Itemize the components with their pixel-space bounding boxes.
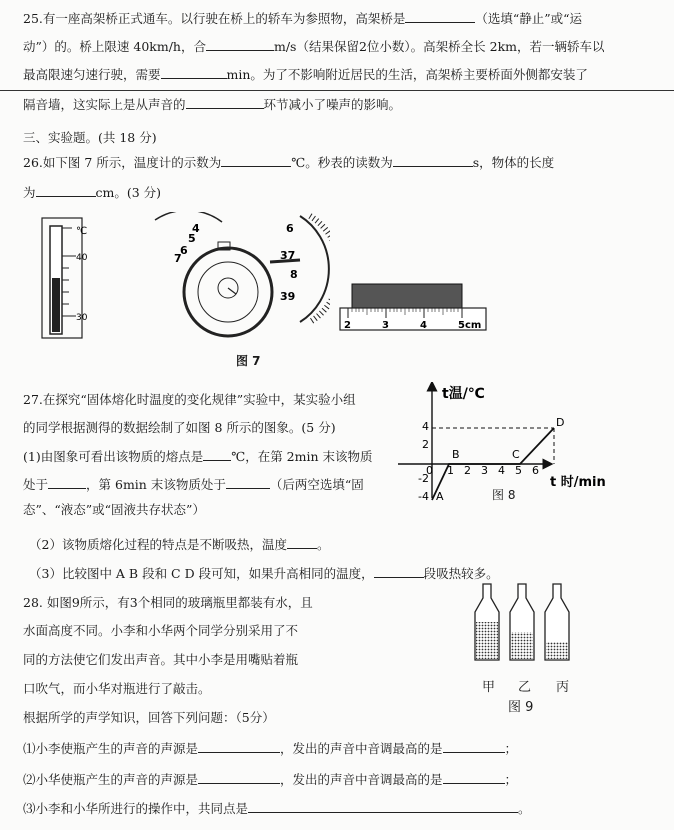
q27-blank-5[interactable] <box>374 565 424 578</box>
y-tick-m4: -4 <box>418 490 429 503</box>
x-tick-2: 2 <box>464 464 471 477</box>
stopwatch-sec-6: 6 <box>286 222 294 235</box>
q27-line6: （2）该物质熔化过程的特点是不断吸热，温度 。 <box>29 537 330 552</box>
q28-blank-2[interactable] <box>443 740 505 753</box>
stopwatch-sec-8: 8 <box>290 268 298 281</box>
point-D: D <box>556 416 565 429</box>
point-A: A <box>436 490 444 503</box>
q28-line5: 根据所学的声学知识，回答下列问题：（5分） <box>23 710 275 725</box>
section-heading: 三、实验题。(共 18 分) <box>23 130 157 145</box>
stopwatch-sec-37: 37 <box>280 249 296 262</box>
q28-line4: 口吹气，而小华对瓶进行了敲击。 <box>23 681 211 696</box>
ruler-tick-2: 2 <box>344 320 351 331</box>
point-B: B <box>452 448 460 461</box>
thermo-tick-30: 30 <box>76 313 88 323</box>
x-tick-5: 5 <box>515 464 522 477</box>
q26-blank-3[interactable] <box>36 184 96 197</box>
stopwatch-figure <box>150 212 330 347</box>
stopwatch-sec-39: 39 <box>280 290 296 303</box>
figure-7-caption: 图 7 <box>236 354 261 368</box>
q28-line3: 同的方法使它们发出声音。其中小李是用嘴贴着瓶 <box>23 652 299 667</box>
x-tick-6: 6 <box>532 464 539 477</box>
x-tick-4: 4 <box>498 464 505 477</box>
bottle-jia <box>475 584 499 660</box>
q27-line7: （3）比较图中 A B 段和 C D 段可知，如果升高相同的温度， 段吸热较多。 <box>29 566 499 581</box>
y-tick-4: 4 <box>422 420 429 433</box>
ruler-tick-5: 5cm <box>458 320 482 331</box>
x-tick-0: 0 <box>426 464 433 477</box>
q25-line4: 隔音墙，这实际上是从声音的 环节减小了噪声的影响。 <box>23 97 402 112</box>
q28-line8: ⑶小李和小华所进行的操作中，共同点是 。 <box>23 801 531 816</box>
q25-blank-1[interactable] <box>405 10 475 23</box>
bottle-label-jia: 甲 <box>482 680 496 695</box>
q27-line3: (1)由图象可看出该物质的熔点是 ℃，在第 2min 末该物质 <box>23 449 373 464</box>
q27-line1: 27.在探究“固体熔化时温度的变化规律”实验中，某实验小组 <box>23 392 356 407</box>
q28-line7: ⑵小华使瓶产生的声音的声源是 ，发出的声音中音调最高的是 ； <box>23 772 518 787</box>
q26-line1: 26.如下图 7 所示，温度计的示数为 ℃。秒表的读数为 s，物体的长度 <box>23 155 555 170</box>
stopwatch-min-7: 7 <box>174 252 182 265</box>
q27-blank-2[interactable] <box>48 476 86 489</box>
thermometer-figure <box>36 216 106 340</box>
q25-line1: 25.有一座高架桥正式通车。以行驶在桥上的轿车为参照物，高架桥是 （选填“静止”或“运 <box>23 11 583 26</box>
x-axis-label: t 时/min <box>550 475 606 490</box>
ruler-tick-3: 3 <box>382 320 389 331</box>
ruler-figure <box>338 278 490 334</box>
y-axis-label: t温/℃ <box>442 386 485 402</box>
figure-9-bottles <box>466 582 586 664</box>
q27-blank-1[interactable] <box>203 448 231 461</box>
q26-line2: 为 cm。(3 分) <box>23 185 162 200</box>
q28-blank-3[interactable] <box>198 771 280 784</box>
q27-line2: 的同学根据测得的数据绘制了如图 8 所示的图象。(5 分) <box>23 420 336 435</box>
ruler-tick-4: 4 <box>420 320 427 331</box>
figure-9-caption: 图 9 <box>508 700 534 715</box>
q28-blank-5[interactable] <box>248 800 518 813</box>
bottle-yi <box>510 584 534 660</box>
q28-line2: 水面高度不同。小李和小华两个同学分别采用了不 <box>23 623 299 638</box>
x-tick-1: 1 <box>447 464 454 477</box>
stopwatch-min-4: 4 <box>192 222 200 235</box>
q27-line4: 处于 ，第 6min 末该物质处于 （后两空选填“固 <box>23 477 364 492</box>
bottle-bing <box>545 584 569 660</box>
bottle-label-yi: 乙 <box>518 680 532 695</box>
stopwatch-min-6: 6 <box>180 244 188 257</box>
q25-line2: 动”）的。桥上限速 40km/h，合 m/s（结果保留2位小数）。高架桥全长 2km，若一辆轿车以 <box>23 39 605 54</box>
q28-blank-4[interactable] <box>443 771 505 784</box>
bottle-label-bing: 丙 <box>556 680 570 695</box>
point-C: C <box>512 448 520 461</box>
y-tick-m2: -2 <box>418 472 429 485</box>
stopwatch-min-5: 5 <box>188 232 196 245</box>
q25-blank-4[interactable] <box>186 96 264 109</box>
q25-blank-3[interactable] <box>161 66 227 79</box>
thermo-tick-40: 40 <box>76 253 88 263</box>
q25-blank-2[interactable] <box>206 38 274 51</box>
q26-blank-1[interactable] <box>221 154 291 167</box>
q27-blank-4[interactable] <box>287 536 317 549</box>
figure-8-caption: 图 8 <box>492 488 516 502</box>
q26-blank-2[interactable] <box>393 154 473 167</box>
q27-blank-3[interactable] <box>226 476 270 489</box>
y-tick-2: 2 <box>422 438 429 451</box>
q28-line6: ⑴小李使瓶产生的声音的声源是 ，发出的声音中音调最高的是 ； <box>23 741 518 756</box>
q28-blank-1[interactable] <box>198 740 280 753</box>
q28-line1: 28. 如图9所示，有3个相同的玻璃瓶里都装有水，且 <box>23 595 313 610</box>
q25-line3: 最高限速匀速行驶，需要 min。为了不影响附近居民的生活，高架桥主要桥面外侧都安装了 <box>23 67 588 82</box>
q27-line5: 态”、“液态”或“固液共存状态”） <box>23 502 205 517</box>
x-tick-3: 3 <box>481 464 488 477</box>
fold-line <box>0 90 674 91</box>
thermo-unit: ℃ <box>76 226 88 237</box>
